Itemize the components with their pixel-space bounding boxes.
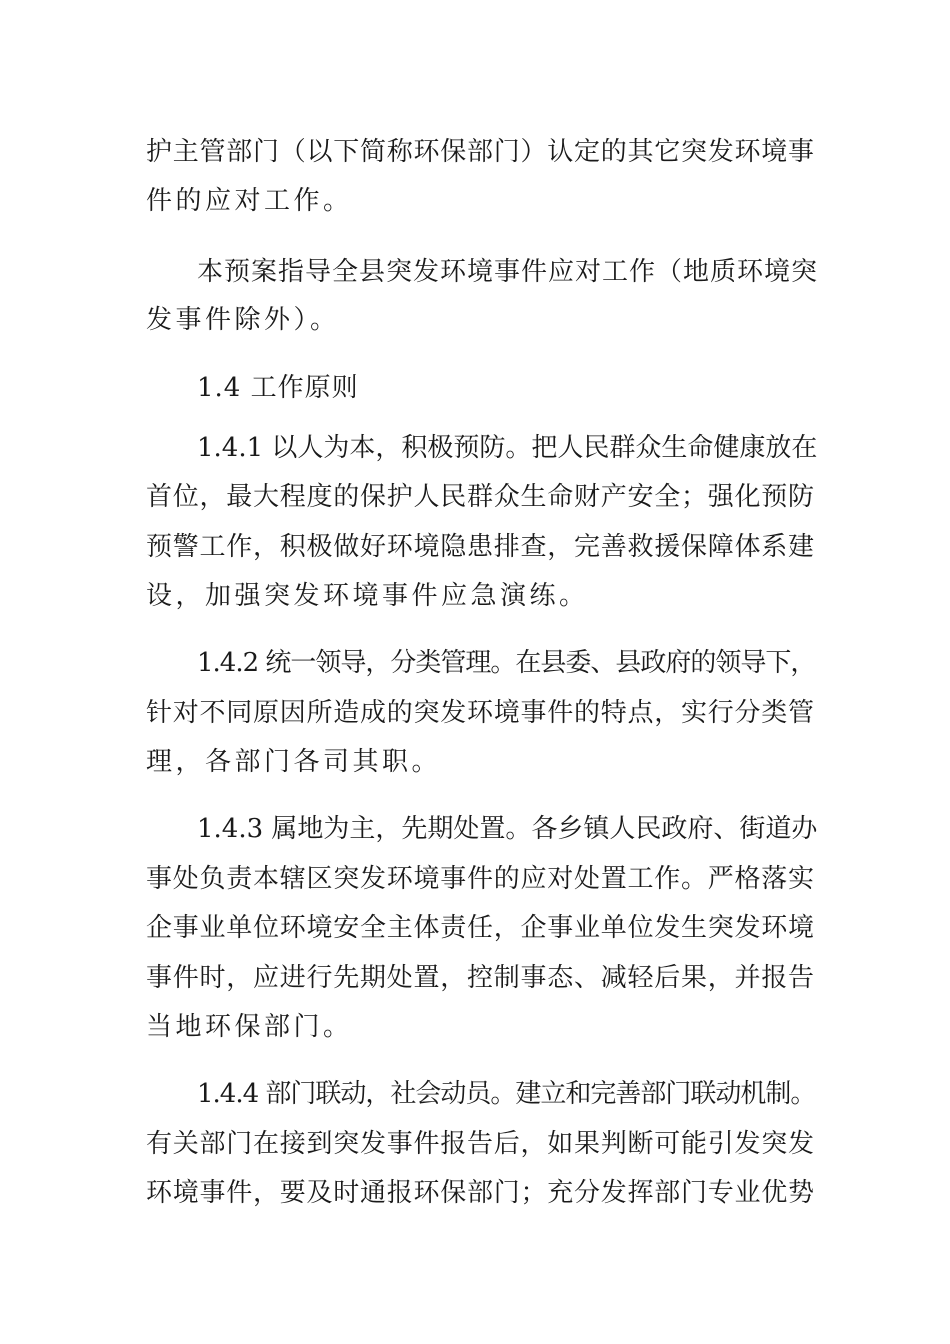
text-line: 1.4.3 属地为主，先期处置。各乡镇人民政府、街道办 <box>197 814 818 844</box>
text-line: 1.4.1 以人为本，积极预防。把人民群众生命健康放在 <box>197 433 818 463</box>
text-line: 针对不同原因所造成的突发环境事件的特点，实行分类管 <box>146 698 815 728</box>
text-line: 环境事件，要及时通报环保部门；充分发挥部门专业优势 <box>146 1178 815 1208</box>
text-line: 预警工作，积极做好环境隐患排查，完善救援保障体系建 <box>146 532 815 562</box>
text-line: 护主管部门（以下简称环保部门）认定的其它突发环境事 <box>146 137 815 167</box>
text-line: 首位，最大程度的保护人民群众生命财产安全；强化预防 <box>146 482 815 512</box>
text-line: 事件时，应进行先期处置，控制事态、减轻后果，并报告 <box>146 963 815 993</box>
text-line: 件的应对工作。 <box>146 186 353 216</box>
text-line: 企事业单位环境安全主体责任，企事业单位发生突发环境 <box>146 913 815 943</box>
text-line: 1.4.4 部门联动，社会动员。建立和完善部门联动机制。 <box>197 1079 816 1109</box>
text-line: 1.4.2 统一领导，分类管理。在县委、县政府的领导下， <box>197 648 816 678</box>
text-line: 理，各部门各司其职。 <box>146 747 442 777</box>
text-line: 事处负责本辖区突发环境事件的应对处置工作。严格落实 <box>146 864 815 894</box>
section-heading: 1.4 工作原则 <box>197 373 359 403</box>
text-line: 当地环保部门。 <box>146 1012 353 1042</box>
text-line: 设，加强突发环境事件应急演练。 <box>146 581 589 611</box>
text-line: 有关部门在接到突发事件报告后，如果判断可能引发突发 <box>146 1129 815 1159</box>
text-line: 本预案指导全县突发环境事件应对工作（地质环境突 <box>197 257 819 287</box>
text-line: 发事件除外）。 <box>146 305 340 335</box>
